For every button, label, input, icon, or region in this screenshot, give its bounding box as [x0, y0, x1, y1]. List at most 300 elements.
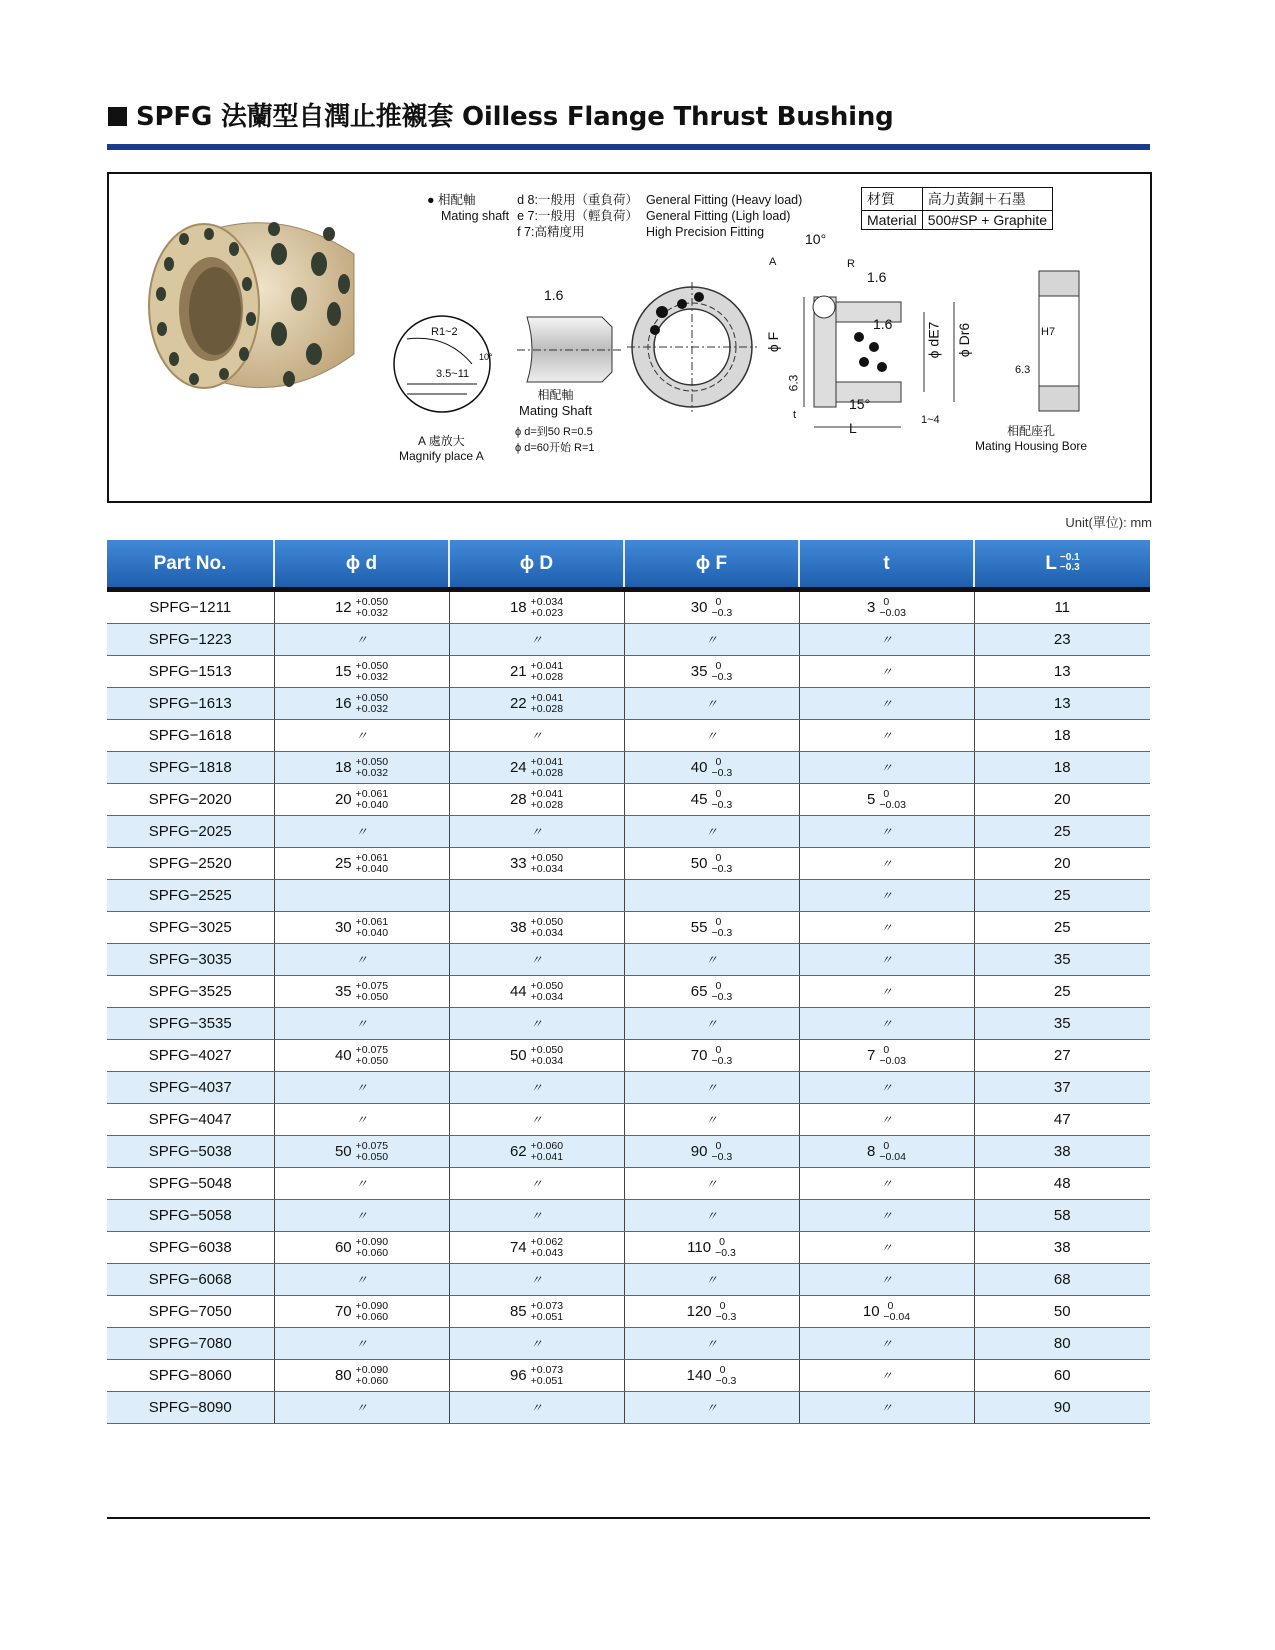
- ditto-mark: 〃: [530, 1273, 543, 1287]
- f-cell: [624, 688, 799, 720]
- ring-end-view: [627, 282, 757, 412]
- d-cell: [449, 1008, 624, 1040]
- table-header-row: [107, 540, 1150, 590]
- d-cell: [274, 816, 449, 848]
- ditto-mark: 〃: [530, 1401, 543, 1415]
- nominal-value: 70: [334, 1303, 352, 1320]
- tolerance-lower: −0.3: [711, 606, 733, 619]
- tolerance-upper: +0.061: [355, 851, 389, 864]
- table-row: [107, 1008, 1150, 1040]
- table-row: [107, 784, 1150, 816]
- l-cell: 35: [974, 1008, 1150, 1040]
- tolerance-upper: +0.075: [355, 1043, 389, 1056]
- part-no-cell: SPFG−6038: [107, 1232, 274, 1264]
- tolerance-lower: −0.3: [711, 862, 733, 875]
- tolerance-stack: [356, 1141, 388, 1163]
- l-cell: 20: [974, 784, 1150, 816]
- ditto-mark: 〃: [355, 1177, 368, 1191]
- angle-label: 10°: [479, 352, 493, 362]
- l-cell: 68: [974, 1264, 1150, 1296]
- tolerance-upper: +0.090: [355, 1299, 389, 1312]
- table-row: [107, 912, 1150, 944]
- tolerance-stack: [356, 789, 388, 811]
- tolerance-lower: +0.028: [530, 798, 564, 811]
- part-no-cell: SPFG−4027: [107, 1040, 274, 1072]
- nominal-value: 12: [334, 599, 352, 616]
- tolerance-stack: [531, 693, 563, 715]
- d-cell: [274, 912, 449, 944]
- housing-caption-cn: 相配座孔: [1007, 424, 1056, 438]
- table-row: [107, 1328, 1150, 1360]
- roughness-6-3-label: 6.3: [786, 374, 801, 392]
- l-cell: 11: [974, 590, 1150, 624]
- nominal-value: 110: [687, 1239, 712, 1256]
- f-cell: [624, 1296, 799, 1328]
- part-no-cell: SPFG−1613: [107, 688, 274, 720]
- ditto-mark: 〃: [880, 697, 893, 711]
- t-cell: [799, 1392, 974, 1424]
- tolerance-upper: +0.050: [530, 979, 564, 992]
- nominal-value: 40: [334, 1047, 352, 1064]
- d-cell: [449, 816, 624, 848]
- tolerance-stack: [711, 661, 732, 683]
- tolerance-upper: +0.050: [530, 851, 564, 864]
- table-row: [107, 816, 1150, 848]
- tolerance-stack: [711, 981, 732, 1003]
- table-row: [107, 848, 1150, 880]
- d-cell: [274, 1200, 449, 1232]
- tolerance-stack: [711, 917, 732, 939]
- part-no-cell: SPFG−2025: [107, 816, 274, 848]
- nominal-value: 35: [690, 663, 708, 680]
- tolerance-lower: −0.3: [711, 990, 733, 1003]
- tolerance-stack: [711, 1141, 732, 1163]
- l-cell: 20: [974, 848, 1150, 880]
- nominal-value: 50: [334, 1143, 352, 1160]
- ditto-mark: 〃: [530, 1113, 543, 1127]
- t-cell: [799, 1360, 974, 1392]
- part-no-cell: SPFG−8090: [107, 1392, 274, 1424]
- part-no-cell: SPFG−8060: [107, 1360, 274, 1392]
- ditto-mark: 〃: [880, 1177, 893, 1191]
- nominal-value: 65: [690, 983, 708, 1000]
- tolerance-stack: [356, 1301, 388, 1323]
- nominal-value: 33: [509, 855, 527, 872]
- part-no-cell: SPFG−3535: [107, 1008, 274, 1040]
- magnify-caption-cn: A 處放大: [418, 434, 465, 448]
- ditto-mark: 〃: [880, 729, 893, 743]
- tolerance-upper: +0.041: [530, 755, 564, 768]
- d-cell: [449, 1136, 624, 1168]
- d-cell: [274, 752, 449, 784]
- f-cell: [624, 1360, 799, 1392]
- ditto-mark: 〃: [880, 1209, 893, 1223]
- d-cell: [449, 1072, 624, 1104]
- mating-shaft-diagram: [517, 302, 627, 392]
- tolerance-stack: [531, 1141, 563, 1163]
- l-cell: 13: [974, 656, 1150, 688]
- t-cell: [799, 1200, 974, 1232]
- tolerance-lower: +0.028: [530, 670, 564, 683]
- f-cell: [624, 1232, 799, 1264]
- nominal-value: 50: [509, 1047, 527, 1064]
- housing-caption-en: Mating Housing Bore: [975, 439, 1088, 453]
- f-cell: [624, 590, 799, 624]
- l-cell: 25: [974, 880, 1150, 912]
- roughness-label: 1.6: [544, 287, 564, 303]
- l-tol-upper: −0.1: [1059, 552, 1080, 564]
- h7-label: H7: [1041, 326, 1056, 338]
- header-t: t: [799, 540, 974, 590]
- tolerance-upper: 0: [719, 1235, 725, 1248]
- tolerance-lower: +0.041: [530, 1150, 564, 1163]
- title-rule: [107, 144, 1150, 150]
- ditto-mark: 〃: [705, 1209, 718, 1223]
- nominal-value: 74: [509, 1239, 527, 1256]
- nominal-value: 40: [690, 759, 708, 776]
- ditto-mark: 〃: [530, 1081, 543, 1095]
- tolerance-stack: [531, 789, 563, 811]
- nominal-value: 18: [334, 759, 352, 776]
- part-no-cell: SPFG−7050: [107, 1296, 274, 1328]
- d-cell: [274, 784, 449, 816]
- part-no-cell: SPFG−5038: [107, 1136, 274, 1168]
- l-cell: 50: [974, 1296, 1150, 1328]
- tolerance-lower: +0.051: [530, 1374, 564, 1387]
- ditto-mark: 〃: [355, 953, 368, 967]
- shaft-notes: [515, 423, 595, 455]
- ditto-mark: 〃: [705, 1113, 718, 1127]
- f-cell: [624, 976, 799, 1008]
- d-cell: [449, 1104, 624, 1136]
- mating-code-en: High Precision Fitting: [645, 225, 765, 239]
- tolerance-upper: +0.075: [355, 1139, 389, 1152]
- tolerance-stack: [531, 661, 563, 683]
- part-no-cell: SPFG−4037: [107, 1072, 274, 1104]
- d-cell: [274, 1232, 449, 1264]
- length-label: 3.5~11: [436, 368, 470, 380]
- phi-f-label: ϕ F: [765, 331, 782, 353]
- l-cell: 25: [974, 816, 1150, 848]
- f-cell: [624, 656, 799, 688]
- d-cell: [449, 752, 624, 784]
- part-no-cell: SPFG−6068: [107, 1264, 274, 1296]
- square-bullet-icon: [108, 107, 127, 126]
- ditto-mark: 〃: [355, 1113, 368, 1127]
- tolerance-lower: +0.050: [355, 1150, 389, 1163]
- ditto-mark: 〃: [880, 1241, 893, 1255]
- ditto-mark: 〃: [880, 857, 893, 871]
- t-cell: [799, 1040, 974, 1072]
- nominal-value: 85: [509, 1303, 527, 1320]
- l-cell: 23: [974, 624, 1150, 656]
- t-cell: [799, 688, 974, 720]
- nominal-value: 21: [509, 663, 527, 680]
- d-cell: [274, 848, 449, 880]
- tolerance-stack: [356, 1045, 388, 1067]
- ditto-mark: 〃: [880, 1401, 893, 1415]
- d-cell: [274, 590, 449, 624]
- nominal-value: 5: [867, 791, 876, 808]
- mating-code: e 7:一般用（輕負荷）: [517, 209, 638, 223]
- nominal-value: 140: [686, 1367, 712, 1384]
- ditto-mark: 〃: [705, 697, 718, 711]
- l-cell: 38: [974, 1136, 1150, 1168]
- l-cell: 38: [974, 1232, 1150, 1264]
- nominal-value: 3: [867, 599, 876, 616]
- tolerance-upper: 0: [715, 851, 722, 864]
- d-cell: [449, 912, 624, 944]
- roughness-label: 1.6: [873, 316, 893, 332]
- tolerance-stack: [884, 1301, 911, 1323]
- tolerance-upper: +0.073: [530, 1299, 564, 1312]
- f-cell: [624, 1168, 799, 1200]
- header-part-no: Part No.: [107, 540, 274, 590]
- roughness-label: 1.6: [867, 269, 887, 285]
- d-cell: [274, 1328, 449, 1360]
- magnify-caption: [399, 432, 484, 463]
- ditto-mark: 〃: [880, 665, 893, 679]
- tolerance-upper: 0: [883, 1139, 890, 1152]
- table-row: [107, 720, 1150, 752]
- t-cell: [799, 816, 974, 848]
- tolerance-lower: +0.034: [530, 862, 564, 875]
- t-cell: [799, 784, 974, 816]
- table-row: [107, 1392, 1150, 1424]
- part-no-cell: SPFG−3525: [107, 976, 274, 1008]
- f-cell: [624, 720, 799, 752]
- t-label: t: [793, 409, 797, 421]
- ditto-mark: 〃: [705, 729, 718, 743]
- d-cell: [449, 1168, 624, 1200]
- f-cell: [624, 1072, 799, 1104]
- l-tol-lower: −0.3: [1059, 562, 1080, 574]
- table-row: [107, 1072, 1150, 1104]
- t-cell: [799, 976, 974, 1008]
- nominal-value: 55: [690, 919, 708, 936]
- table-row: [107, 1264, 1150, 1296]
- d-cell: [274, 656, 449, 688]
- roughness-6-3-label: 6.3: [1015, 364, 1031, 376]
- d-cell: [449, 944, 624, 976]
- tolerance-stack: [531, 1365, 563, 1387]
- nominal-value: 8: [867, 1143, 876, 1160]
- l-label: L: [849, 420, 857, 436]
- tolerance-upper: 0: [715, 595, 722, 608]
- phi-d-label: ϕ dE7: [925, 321, 942, 359]
- d-cell: [274, 624, 449, 656]
- ditto-mark: 〃: [705, 1401, 718, 1415]
- ditto-mark: 〃: [880, 825, 893, 839]
- tolerance-stack: [356, 597, 388, 619]
- part-no-cell: SPFG−4047: [107, 1104, 274, 1136]
- ditto-mark: 〃: [880, 1369, 893, 1383]
- table-row: [107, 976, 1150, 1008]
- tolerance-upper: +0.061: [355, 915, 389, 928]
- table-row: [107, 1232, 1150, 1264]
- f-cell: [624, 784, 799, 816]
- header-phi-big-d: ϕ D: [449, 540, 624, 590]
- ditto-mark: 〃: [880, 1113, 893, 1127]
- tolerance-lower: −0.3: [711, 798, 733, 811]
- table-row: [107, 590, 1150, 624]
- tolerance-upper: 0: [715, 659, 722, 672]
- nominal-value: 15: [334, 663, 352, 680]
- t-cell: [799, 656, 974, 688]
- shaft-caption: [519, 386, 592, 418]
- ditto-mark: 〃: [530, 729, 543, 743]
- ditto-mark: 〃: [355, 1209, 368, 1223]
- shaft-note: ϕ d=到50 R=0.5: [515, 426, 593, 438]
- ditto-mark: 〃: [530, 1209, 543, 1223]
- tolerance-lower: +0.032: [355, 670, 389, 683]
- d-cell: [274, 1264, 449, 1296]
- mating-code-en: General Fitting (Ligh load): [645, 209, 791, 223]
- page-title: [108, 96, 894, 133]
- part-no-cell: SPFG−5058: [107, 1200, 274, 1232]
- tolerance-stack: [356, 1237, 388, 1259]
- table-row: [107, 1040, 1150, 1072]
- nominal-value: 30: [334, 919, 352, 936]
- tolerance-lower: +0.028: [530, 702, 564, 715]
- r-label: R: [847, 258, 855, 270]
- f-cell: [624, 1136, 799, 1168]
- tolerance-lower: +0.032: [355, 606, 389, 619]
- d-cell: [449, 688, 624, 720]
- nominal-value: 38: [509, 919, 527, 936]
- ditto-mark: 〃: [880, 1017, 893, 1031]
- ditto-mark: 〃: [355, 633, 368, 647]
- tolerance-upper: +0.061: [355, 787, 389, 800]
- part-no-cell: SPFG−2525: [107, 880, 274, 912]
- ditto-mark: 〃: [880, 1337, 893, 1351]
- tolerance-lower: −0.3: [715, 1246, 736, 1259]
- page-title-text: SPFG 法蘭型自潤止推襯套 Oilless Flange Thrust Bushing: [136, 102, 894, 132]
- tolerance-lower: −0.3: [715, 1310, 737, 1323]
- tolerance-lower: +0.043: [530, 1246, 564, 1259]
- tolerance-lower: −0.3: [715, 1374, 737, 1387]
- d-cell: [274, 720, 449, 752]
- gap-label: 1~4: [921, 414, 940, 426]
- table-row: [107, 752, 1150, 784]
- t-cell: [799, 624, 974, 656]
- tolerance-upper: +0.075: [355, 979, 389, 992]
- t-cell: [799, 1104, 974, 1136]
- l-cell: 25: [974, 912, 1150, 944]
- ditto-mark: 〃: [880, 953, 893, 967]
- material-value-cn: 高力黃銅＋石墨: [922, 188, 1052, 211]
- ditto-mark: 〃: [530, 953, 543, 967]
- tolerance-lower: −0.03: [879, 1054, 906, 1067]
- table-row: [107, 1104, 1150, 1136]
- d-cell: [449, 1328, 624, 1360]
- tolerance-stack: [531, 597, 563, 619]
- tolerance-stack: [531, 853, 563, 875]
- f-cell: [624, 1328, 799, 1360]
- material-table: [861, 187, 1053, 230]
- table-row: [107, 1360, 1150, 1392]
- d-cell: [274, 1360, 449, 1392]
- tolerance-stack: [715, 1237, 736, 1259]
- t-cell: [799, 1008, 974, 1040]
- f-cell: [624, 848, 799, 880]
- tolerance-stack: [716, 1301, 737, 1323]
- table-row: [107, 1136, 1150, 1168]
- ditto-mark: 〃: [705, 825, 718, 839]
- tolerance-upper: 0: [715, 755, 722, 768]
- tolerance-stack: [356, 757, 388, 779]
- tolerance-stack: [711, 1045, 732, 1067]
- f-cell: [624, 1264, 799, 1296]
- mating-code-en: General Fitting (Heavy load): [645, 193, 803, 207]
- tolerance-lower: −0.3: [711, 926, 733, 939]
- d-cell: [449, 1296, 624, 1328]
- material-label-cn: 材質: [862, 188, 923, 211]
- tolerance-upper: 0: [715, 787, 722, 800]
- l-cell: 80: [974, 1328, 1150, 1360]
- tolerance-upper: 0: [719, 1299, 726, 1312]
- t-cell: [799, 1136, 974, 1168]
- ditto-mark: 〃: [355, 825, 368, 839]
- d-cell: [449, 976, 624, 1008]
- d-cell: [449, 1360, 624, 1392]
- t-cell: [799, 848, 974, 880]
- ditto-mark: 〃: [880, 1273, 893, 1287]
- tolerance-stack: [531, 981, 563, 1003]
- ditto-mark: 〃: [705, 1017, 718, 1031]
- nominal-value: 50: [690, 855, 708, 872]
- tolerance-stack: [356, 693, 388, 715]
- header-l: [974, 540, 1150, 590]
- ditto-mark: 〃: [880, 761, 893, 775]
- mating-label-en: Mating shaft: [441, 209, 510, 223]
- ditto-mark: 〃: [705, 953, 718, 967]
- material-value-en: 500#SP + Graphite: [922, 211, 1052, 230]
- part-no-cell: SPFG−1513: [107, 656, 274, 688]
- tolerance-stack: [531, 1045, 563, 1067]
- nominal-value: 22: [509, 695, 527, 712]
- phi-big-d-label: ϕ Dr6: [956, 322, 973, 358]
- f-cell: [624, 880, 799, 912]
- tolerance-upper: +0.050: [355, 595, 389, 608]
- tolerance-stack: [711, 597, 732, 619]
- mating-codes-en: [646, 192, 802, 240]
- header-phi-f: ϕ F: [624, 540, 799, 590]
- tolerance-stack: [531, 917, 563, 939]
- tolerance-stack: [356, 1365, 388, 1387]
- tolerance-lower: +0.028: [530, 766, 564, 779]
- table-row: [107, 1168, 1150, 1200]
- nominal-value: 44: [509, 983, 527, 1000]
- tolerance-stack: [531, 1301, 563, 1323]
- t-cell: [799, 720, 974, 752]
- header-phi-d: ϕ d: [274, 540, 449, 590]
- f-cell: [624, 752, 799, 784]
- part-no-cell: SPFG−2520: [107, 848, 274, 880]
- l-cell: 48: [974, 1168, 1150, 1200]
- nominal-value: 20: [334, 791, 352, 808]
- f-cell: [624, 912, 799, 944]
- d-cell: [274, 1040, 449, 1072]
- ditto-mark: 〃: [355, 1337, 368, 1351]
- l-cell: 47: [974, 1104, 1150, 1136]
- tolerance-upper: 0: [715, 1139, 722, 1152]
- nominal-value: 80: [334, 1367, 352, 1384]
- diagram-panel: [107, 172, 1152, 503]
- d-cell: [449, 880, 624, 912]
- d-cell: [274, 944, 449, 976]
- table-row: [107, 624, 1150, 656]
